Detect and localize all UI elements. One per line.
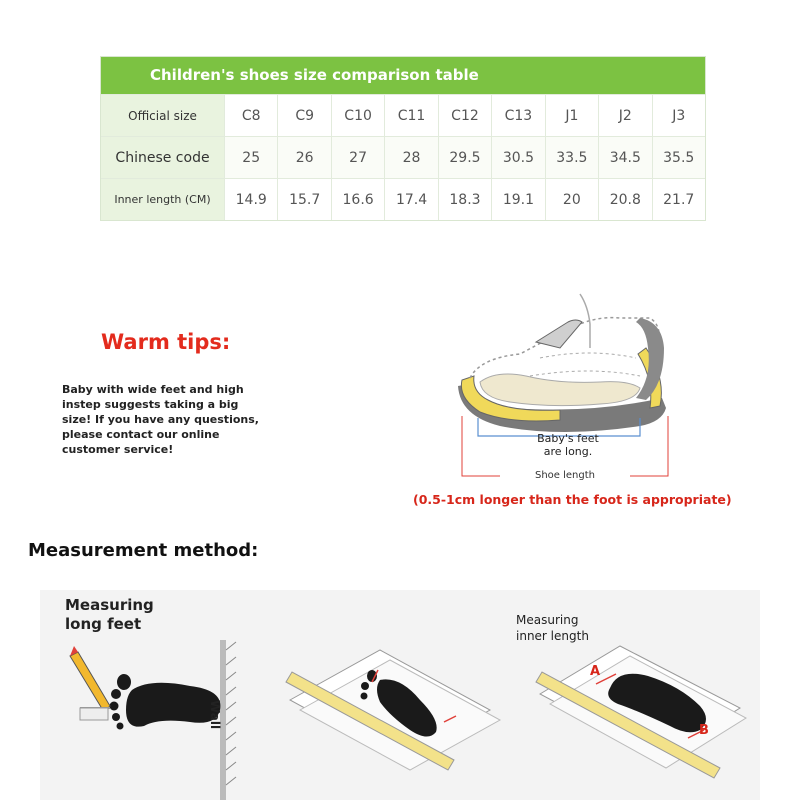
- table-cell: 26: [278, 137, 331, 178]
- step1-label-line-2: long feet: [65, 615, 142, 633]
- table-cell: 27: [332, 137, 385, 178]
- table-cell: 21.7: [663, 191, 695, 208]
- warm-tips-text: Baby with wide feet and high instep suggests taking a big size! If you have any questions, please contact our online customer service!: [62, 383, 259, 456]
- warm-tips-title: Warm tips:: [101, 330, 231, 354]
- table-cell: C11: [385, 95, 438, 136]
- table-cell: 25: [225, 137, 278, 178]
- table-cell: 18.3: [439, 179, 492, 220]
- point-b-label: B: [699, 723, 709, 738]
- wall-label: Wall: [208, 700, 222, 730]
- row-header: Official size: [101, 95, 225, 136]
- feet-label-line-2: are long.: [543, 445, 593, 458]
- step3-label: [516, 612, 589, 644]
- step3-label-line-2: inner length: [516, 629, 589, 643]
- size-comparison-table: [100, 56, 706, 221]
- table-cell: 19.1: [492, 179, 545, 220]
- table-cell: 15.7: [278, 179, 331, 220]
- step3-illustration: [536, 646, 746, 778]
- table-cell: J1: [546, 95, 599, 136]
- table-cell: C8: [225, 95, 278, 136]
- point-a-label: A: [590, 664, 601, 679]
- measurement-method-title: Measurement method:: [28, 540, 259, 561]
- table-cell: 30.5: [492, 137, 545, 178]
- table-cell: C10: [332, 95, 385, 136]
- shoe-length-label: Shoe length: [500, 470, 630, 481]
- table-cell: C13: [492, 95, 545, 136]
- row-header: Chinese code: [101, 137, 225, 178]
- feet-length-label: [522, 432, 614, 458]
- table-cell: 33.5: [546, 137, 599, 178]
- table-row-official-size: [101, 94, 705, 136]
- table-cell: 34.5: [599, 137, 652, 178]
- shoe-cutaway-illustration: [440, 288, 680, 488]
- table-cell: 14.9: [225, 179, 278, 220]
- table-cell: J3: [672, 107, 686, 124]
- table-row-inner-length: [101, 178, 705, 220]
- table-cell: 20.8: [599, 179, 652, 220]
- step1-label: [65, 596, 154, 634]
- table-cell: 17.4: [385, 179, 438, 220]
- table-cell: C12: [439, 95, 492, 136]
- table-cell: J2: [599, 95, 652, 136]
- step2-illustration: [286, 650, 500, 770]
- table-cell: 29.5: [439, 137, 492, 178]
- table-cell: 28: [385, 137, 438, 178]
- shoe-length-note: (0.5-1cm longer than the foot is appropriate): [413, 492, 732, 507]
- table-cell: 20: [546, 179, 599, 220]
- step1-label-line-1: Measuring: [65, 596, 154, 614]
- table-cell: 35.5: [663, 149, 695, 166]
- table-title: Children's shoes size comparison table: [101, 57, 705, 94]
- row-header: Inner length (CM): [101, 179, 225, 220]
- feet-label-line-1: Baby's feet: [537, 432, 599, 445]
- table-row-chinese-code: [101, 136, 705, 178]
- table-cell: C9: [278, 95, 331, 136]
- step3-label-line-1: Measuring: [516, 613, 579, 627]
- table-cell: 16.6: [332, 179, 385, 220]
